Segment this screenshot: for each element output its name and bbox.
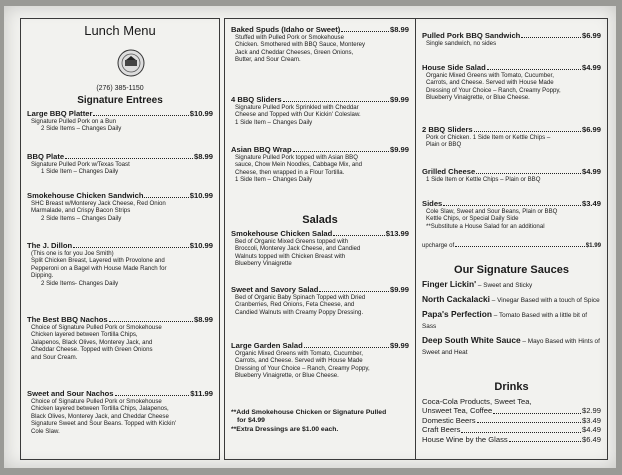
leader-dots [474,131,581,132]
item-title-row [422,31,601,40]
item-description: Broccoli, Monterey Jack Cheese, and Candied [235,245,361,253]
sauce-item [422,294,601,306]
item-description: (This one is for you Joe Smith) [31,250,114,257]
upcharge-label: upcharge of [422,242,455,249]
drink-name: Domestic Beers [422,415,476,425]
note-line: **Extra Dressings are $1.00 each. [231,425,339,433]
sauce-item [422,309,601,332]
item-description: and Sour Cream. [31,353,78,361]
sauce-description: – Mayo Based with Hints of Sweet and Heat [422,338,600,356]
menu-item [231,95,409,126]
item-name: Sweet and Sour Nachos [27,389,114,398]
menu-item [422,125,601,149]
item-description: Carrots, and Cheese. Served with House Made [426,79,554,87]
item-price: $8.99 [193,315,213,324]
item-price: $4.99 [581,167,601,176]
leader-dots [115,395,190,396]
item-price: $8.99 [389,25,409,34]
leader-dots [477,416,581,423]
drink-name: Craft Beers [422,425,461,435]
sauce-description: – Vinegar Based with a touch of Spice [489,297,600,304]
item-description: Chicken. Smothered with BBQ Sauce, Monterey [235,41,366,49]
drink-name: Unsweet Tea, Coffee [422,406,493,416]
leader-dots [304,347,389,348]
menu-item [27,191,213,222]
leader-dots [333,235,384,236]
sauce-name: Papa's Perfection [422,309,492,319]
item-description: Walnuts topped with Chicken Breast with [235,252,346,260]
item-description: Kettle Chips, or Special Daily Side [426,215,519,223]
item-description: SHC Breast w/Monterey Jack Cheese, Red Onion [31,200,166,207]
item-price: $6.99 [581,31,601,40]
leader-dots [109,321,193,322]
item-title-row [231,145,409,154]
menu-title: Lunch Menu [84,23,156,38]
restaurant-logo [117,49,145,77]
item-price: $4.99 [581,63,601,72]
item-description: Cheese and Topped with Our Kickin' Coleslaw. [235,111,361,119]
item-name: 2 BBQ Sliders [422,125,473,134]
drink-name: House Wine by the Glass [422,434,508,444]
item-description: Carrots, and Cheese. Served with House Made [235,357,363,365]
item-name: Large BBQ Platter [27,109,93,118]
drink-item [422,425,601,434]
upcharge-price: $1.99 [585,242,601,249]
item-price: $3.49 [581,199,601,208]
item-title-row [27,389,213,398]
item-name: Smokehouse Chicken Sandwich [27,191,144,200]
item-price: $10.99 [189,191,213,200]
item-description: Bed of Organic Mixed Greens topped with [235,238,349,245]
sauce-name: Finger Lickin' [422,279,477,289]
item-description: Signature Pulled Pork Sprinkled with Cheddar [235,104,359,111]
item-description: Choice of Signature Pulled Pork or Smokehouse [31,324,162,331]
salad-item [231,341,409,380]
item-description: Dressing of Your Choice – Ranch, Creamy Poppy, [235,364,370,372]
leader-dots [341,31,389,32]
item-description: 1 Side Item – Changes Daily [235,118,313,126]
leader-dots [509,435,581,442]
item-title-row [422,199,601,208]
item-description: Jack and Cheddar Cheeses, Green Onions, [235,48,354,56]
item-description: Signature Pulled Pork w/Texas Toast [31,161,130,168]
item-description: Stuffed with Pulled Pork or Smokehouse [235,34,344,41]
item-description: Pork or Chicken. 1 Side Item or Kettle Chips – [426,134,551,141]
item-name: 4 BBQ Sliders [231,95,282,104]
item-price: $10.99 [189,109,213,118]
item-title-row [27,152,213,161]
leader-dots [65,158,193,159]
menu-item [27,109,213,133]
item-price: $9.99 [389,285,409,294]
section-title-sauces: Our Signature Sauces [454,264,569,276]
leader-dots [487,69,581,70]
item-description: Black Olives, Monterey Jack, and Cheddar Cheese [31,412,169,420]
drinks-list [422,397,601,444]
leader-dots [521,37,581,38]
item-description: Cranberries, Red Onions, Feta Cheese, and [235,301,355,309]
item-title-row [231,285,409,294]
item-description: 1 Side Item or Kettle Chips – Plain or BBQ [426,176,541,183]
item-name: Smokehouse Chicken Salad [231,229,333,238]
drink-price: $2.99 [581,406,601,416]
item-name: The Best BBQ Nachos [27,315,108,324]
drink-price: $4.49 [581,425,601,435]
item-description: Choice of Signature Pulled Pork or Smokehouse [31,398,162,405]
menu-item [422,199,601,230]
item-name: House Side Salad [422,63,486,72]
leader-dots [293,151,389,152]
leader-dots [319,291,389,292]
item-description: **Substitute a House Salad for an additional [426,222,545,230]
item-description: sauce, Chow Mein Noodles, Cabbage Mix, and [235,161,363,169]
item-description: Chicken layered between Tortilla Chips, [31,331,138,339]
item-description: Candied Walnuts with Creamy Poppy Dressing. [235,308,364,316]
item-description: Pepperoni on a Bagel with House Made Ranch for [31,264,167,272]
drink-price: $6.49 [581,434,601,444]
column-sandwiches-sauces-drinks [416,18,608,460]
leader-dots [283,101,389,102]
item-title-row [231,341,409,350]
column-entrees [20,18,220,460]
item-title-row [27,315,213,324]
menu-item [27,152,213,176]
item-description: Cheddar Cheese. Topped with Green Onions [31,346,153,354]
menu-item [27,389,213,435]
menu-item [422,63,601,102]
sauce-description: – Tomato Based with a little bit of Sass [422,312,588,330]
item-title-row [27,109,213,118]
item-name: Baked Spuds (Idaho or Sweet) [231,25,341,34]
item-description: Marmalade, and Crispy Bacon Strips [31,207,131,215]
item-name: Pulled Pork BBQ Sandwich [422,31,521,40]
sauce-item [422,335,601,358]
leader-dots [455,246,585,247]
drink-item [422,435,601,444]
item-description: Dressing of Your Choice – Ranch, Creamy Poppy, [426,86,561,94]
item-description: Chicken layered between Tortilla Chips, Jalapenos, [31,405,169,413]
leader-dots [461,425,581,432]
item-title-row [27,191,213,200]
salad-notes [231,409,409,434]
leader-dots [476,173,581,174]
item-name: Sides [422,199,443,208]
leader-dots [493,406,581,413]
column-spuds-salads [224,18,416,460]
item-price: $13.99 [385,229,409,238]
menu-item [27,315,213,361]
item-title-row [231,95,409,104]
item-name: Large Garden Salad [231,341,303,350]
item-name: Asian BBQ Wrap [231,145,292,154]
item-name: Sweet and Savory Salad [231,285,319,294]
item-price: $9.99 [389,341,409,350]
item-description: Signature Pulled Pork topped with Asian BBQ [235,154,358,161]
item-description: Blueberry Vinaigrette, or Blue Cheese. [235,372,339,380]
item-description: Signature Sweet and Sour Beans. Topped with Kickin' [31,420,177,428]
menu-item [231,25,409,64]
leader-dots [93,115,188,116]
phone-number: (276) 385-1150 [96,85,144,92]
item-side-note: 2 Side Items – Changes Daily [41,125,122,133]
item-title-row [422,125,601,134]
item-description: Signature Pulled Pork on a Bun [31,118,117,125]
salad-item [231,229,409,268]
item-price: $9.99 [389,95,409,104]
item-name: The J. Dillon [27,241,73,250]
item-side-note: 1 Side Item – Changes Daily [41,168,119,176]
item-side-note: 2 Side Items- Changes Daily [41,279,119,287]
item-price: $8.99 [193,152,213,161]
item-description: Blueberry Vinaigrette, or Blue Cheese. [426,94,530,102]
note-line: for $4.99 [237,417,265,425]
leader-dots [73,247,189,248]
drink-item [422,416,601,425]
note-line: **Add Smokehouse Chicken or Signature Pulled [231,409,387,416]
sauce-item [422,279,601,291]
leader-dots [144,197,188,198]
item-description: Butter, and Sour Cream. [235,56,301,64]
item-description: Cole Slaw. [31,427,60,435]
menu-item [422,31,601,47]
item-title-row [422,63,601,72]
drink-item [422,406,601,415]
item-description: 1 Side Item – Changes Daily [235,176,313,184]
item-description: Cole Slaw, Sweet and Sour Beans, Plain or BBQ [426,208,558,215]
item-name: Grilled Cheese [422,167,476,176]
item-price: $6.99 [581,125,601,134]
item-price: $9.99 [389,145,409,154]
item-title-row [231,229,409,238]
section-title-drinks: Drinks [494,381,529,393]
salad-item [231,285,409,316]
sauce-description: – Sweet and Sticky [476,282,533,289]
item-description: Organic Mixed Greens with Tomato, Cucumber, [235,350,363,357]
item-description: Blueberry Vinaigrette [235,260,292,268]
item-description: Organic Mixed Greens with Tomato, Cucumber, [426,72,554,79]
item-description: Cheese, then wrapped in a Flour Tortilla. [235,168,345,176]
item-title-row [422,167,601,176]
item-description: Split Chicken Breast, Layered with Provolone and [31,257,165,265]
menu-paper [4,6,616,468]
upcharge-row [422,241,601,250]
menu-item [231,145,409,184]
item-price: $10.99 [189,241,213,250]
item-title-row [27,241,213,250]
sauce-name: Deep South White Sauce [422,335,521,345]
drink-price: $3.49 [581,415,601,425]
leader-dots [443,205,581,206]
sauce-name: North Cackalacki [422,294,490,304]
section-title-salads: Salads [302,214,338,226]
item-description: Single sandwich, no sides [426,40,497,47]
item-name: BBQ Plate [27,152,65,161]
drinks-intro: Coca-Cola Products, Sweet Tea, [422,397,532,406]
item-price: $11.99 [190,389,213,398]
item-description: Bed of Organic Baby Spinach Topped with Dried [235,294,366,301]
menu-item [27,241,213,287]
section-title-entrees: Signature Entrees [77,95,163,106]
item-description: Plain or BBQ [426,141,462,149]
menu-item [422,167,601,183]
item-side-note: 2 Side Items – Changes Daily [41,214,122,222]
item-title-row [231,25,409,34]
item-description: Jalapenos, Black Olives, Monterey Jack, and [31,338,153,346]
item-description: Dipping. [31,272,54,280]
